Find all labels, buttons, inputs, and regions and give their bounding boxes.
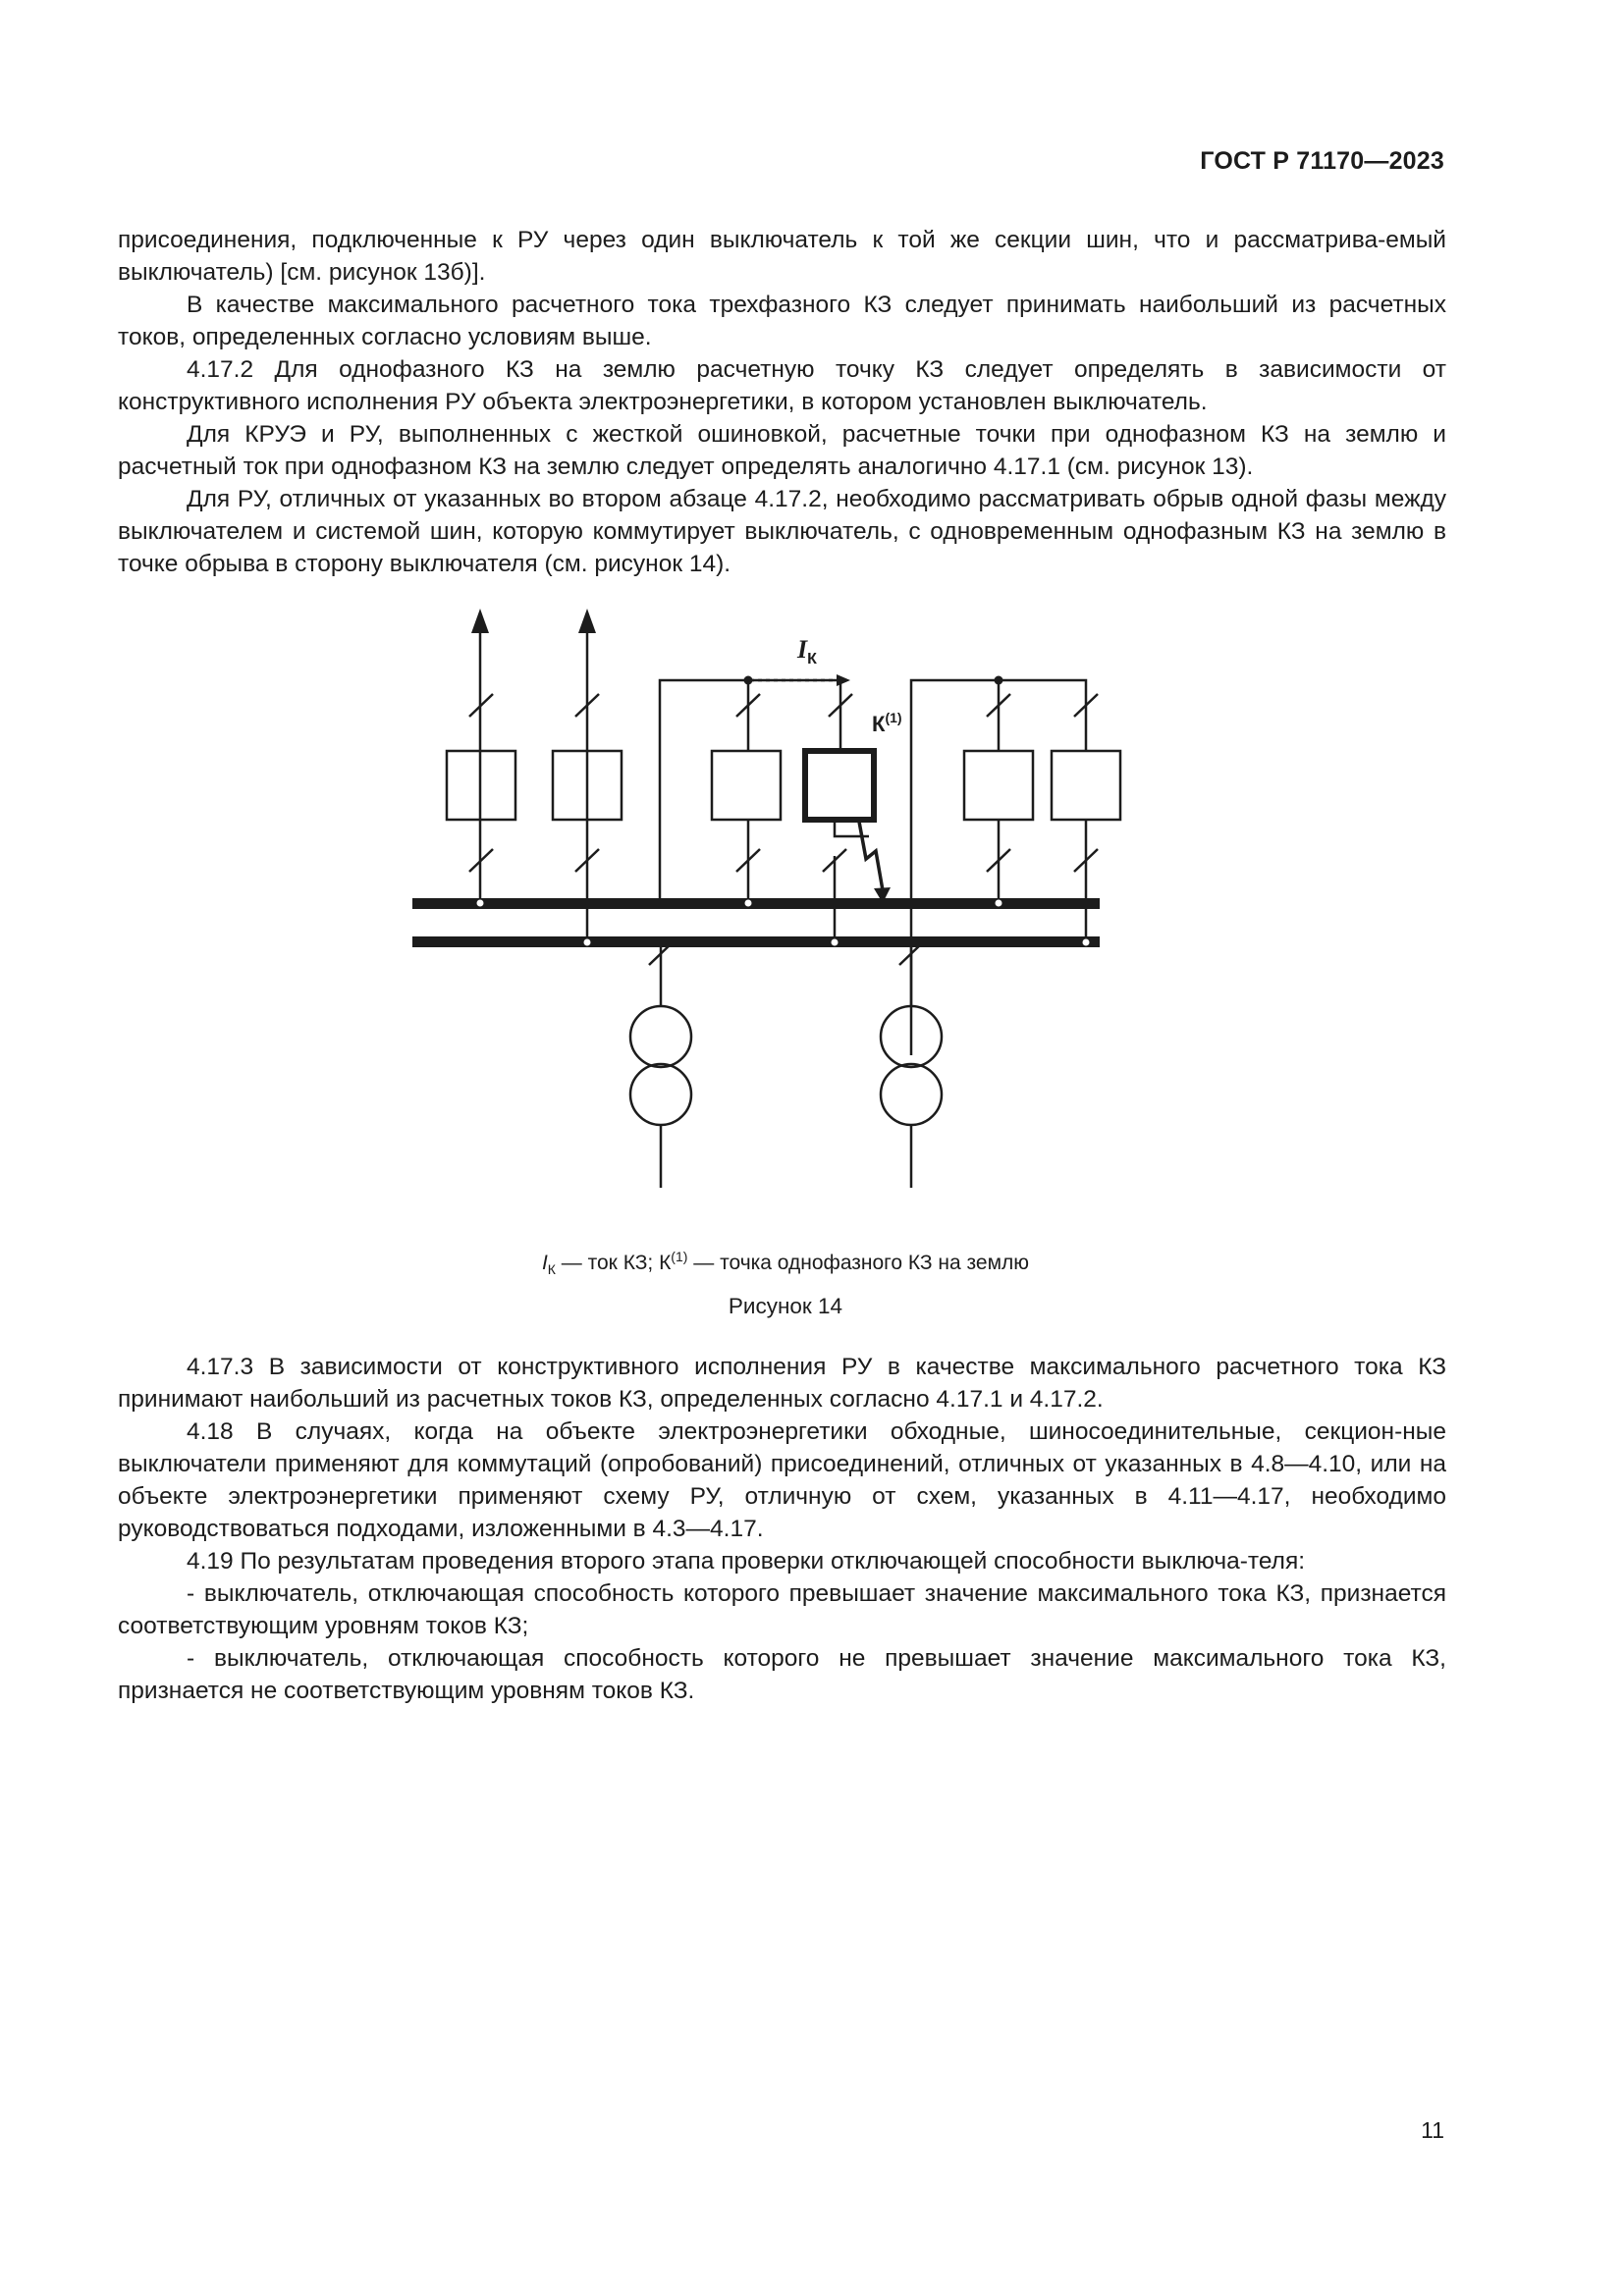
paragraph: - выключатель, отключающая способность которого превышает значение максимального тока КЗ, признается соответствующим уровням токов КЗ; [118,1580,1446,1639]
faulted-breaker [805,751,891,942]
arrow-up-icon [471,609,489,633]
feeder-line-2 [553,609,622,942]
current-label: $I_К$ [797,635,817,667]
transformer-right [881,942,942,1188]
paragraph: 4.18 В случаях, когда на объекте электроэнергетики обходные, шиносоединительные, секцион-ные выключатели применяют для коммутаций (опробований) присоединений, отличных от указанных в 4.8—4.10, или на объекте электроэнергетики применяют схему РУ, отличную от схем, указанных в 4.11—4.17, необходимо руководствоваться подходами, изложенными в 4.3—4.17. [118,1418,1446,1542]
breaker-box [1052,751,1120,820]
fault-point-label: $К^{(1)}$ [872,710,902,736]
busbar-2 [412,936,1100,947]
section-loop-right [911,680,1120,1055]
page-number: 11 [1421,2117,1444,2143]
paragraph: присоединения, подключенные к РУ через один выключатель к той же секции шин, что и рассматрива-емый выключатель) [см. рисунок 13б)]. [118,227,1446,286]
paragraph: - выключатель, отключающая способность которого не превышает значение максимального тока КЗ, признается не соответствующим уровням токов КЗ. [118,1645,1446,1704]
figure-caption: Рисунок 14 [728,1294,843,1318]
text-block-top [118,224,1446,580]
circuit-diagram-figure-14 [412,604,1198,1232]
paragraph: Для КРУЭ и РУ, выполненных с жесткой ошиновкой, расчетные точки при однофазном КЗ на землю и расчетный ток при однофазном КЗ на землю следует определять аналогично 4.17.1 (см. рисунок 13). [118,421,1446,480]
arrow-up-icon [578,609,596,633]
document-code-header: ГОСТ Р 71170—2023 [1200,147,1444,175]
paragraph: 4.17.2 Для однофазного КЗ на землю расчетную точку КЗ следует определять в зависимости от конструктивного исполнения РУ объекта электроэнергетики, в котором установлен выключатель. [118,356,1446,415]
breaker-box [964,751,1033,820]
feeder-line-1 [447,609,515,903]
arrow-right-icon [837,674,850,686]
breaker-box-fault [805,751,874,820]
text-block-bottom [118,1351,1446,1707]
circuit-diagram [412,604,1198,1232]
paragraph: Для РУ, отличных от указанных во втором абзаце 4.17.2, необходимо рассматривать обрыв одной фазы между выключателем и системой шин, которую коммутирует выключатель, с одновременным однофазным КЗ на землю в точке обрыва в сторону выключателя (см. рисунок 14). [118,486,1446,577]
paragraph: 4.19 По результатам проведения второго этапа проверки отключающей способности выключа-теля: [187,1548,1306,1575]
breaker-box [712,751,781,820]
paragraph: 4.17.3 В зависимости от конструктивного исполнения РУ в качестве максимального расчетного тока КЗ принимают наибольший из расчетных токов КЗ, определенных согласно 4.17.1 и 4.17.2. [118,1354,1446,1413]
paragraph: В качестве максимального расчетного тока трехфазного КЗ следует принимать наибольший из расчетных токов, определенных согласно условиям выше. [118,292,1446,350]
transformer-left [630,942,691,1188]
figure-legend: $I_К$ — ток КЗ; $К^{(1)}$ — точка однофазного КЗ на землю [541,1249,1030,1278]
